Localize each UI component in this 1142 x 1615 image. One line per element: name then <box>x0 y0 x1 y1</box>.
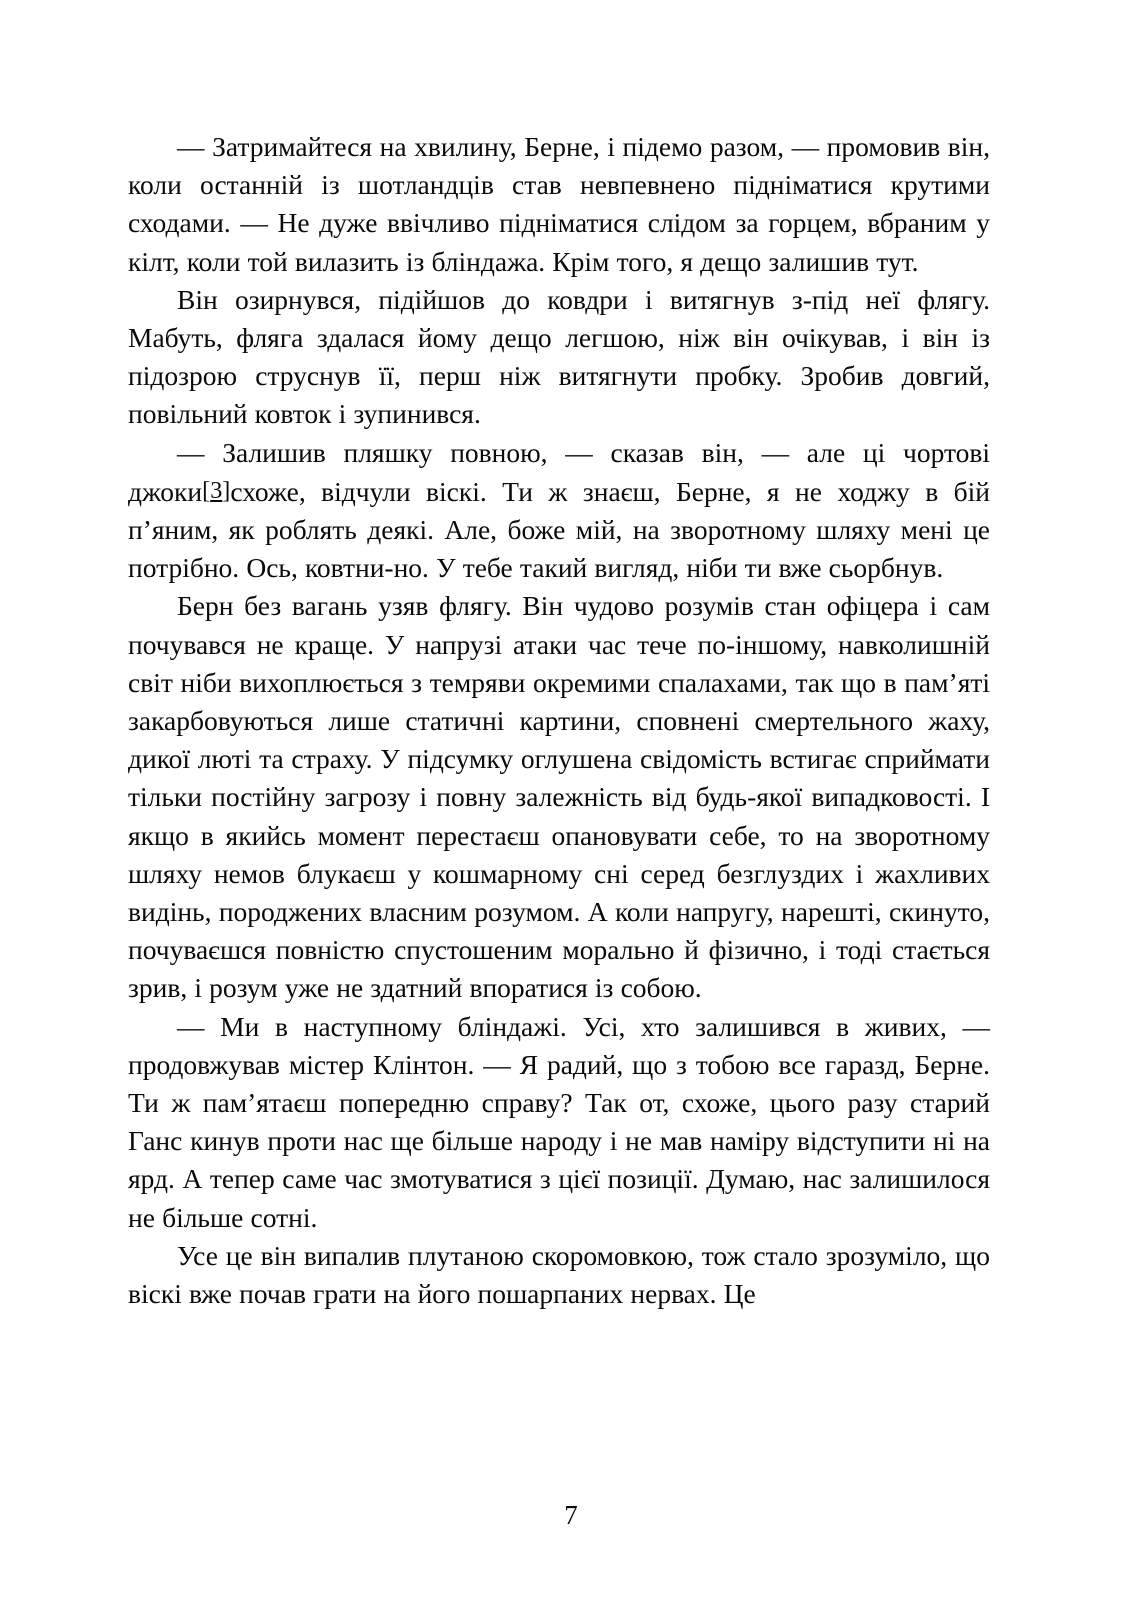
paragraph-2: Він озирнувся, підійшов до ковдри і витягнув з-під неї флягу. Мабуть, фляга здалася йому дещо легшою, ніж він очікував, і він із підозрою струснув її, перш ніж витягнути пробку. Зробив довгий, повільний ковток і зупинився. <box>128 283 990 430</box>
paragraph-3-text-before-footnote: — Залишив пляшку повною, — сказав він, — але ці чортові джоки <box>128 436 990 507</box>
footnote-bracket-open: [ <box>202 476 211 504</box>
paragraph-3 <box>128 434 990 588</box>
page-number: 7 <box>564 1500 578 1530</box>
paragraph-6: Усе це він випалив плутаною скоромовкою, тож стало зрозуміло, що віскі вже почав грати на його пошарпаних нервах. Це <box>128 1239 990 1309</box>
paragraph-1: — Затримайтеся на хвилину, Берне, і підемо разом, — промовив він, коли останній із шотландців став невпевнено підніматися крутими сходами. — Не дуже ввічливо підніматися слідом за горцем, вбраним у кілт, коли той вилазить із бліндажа. Крім того, я дещо залишив тут. <box>128 131 990 277</box>
footnote-number[interactable]: 3 <box>210 476 223 504</box>
footnote-bracket-close: ] <box>222 476 231 504</box>
paragraph-3-text-after-footnote: схоже, відчули віскі. Ти ж знаєш, Берне, я не ходжу в бій п’яним, як роблять деякі. Але, боже мій, на зворотному шляху мені це потрібно. Ось, ковтни-но. У тебе такий вигляд, ніби ти вже сьорбнув. <box>128 475 990 584</box>
body-text-column <box>128 128 990 1313</box>
footnote-reference-link[interactable] <box>202 477 230 504</box>
paragraph-4: Берн без вагань узяв флягу. Він чудово розумів стан офіцера і сам почувався не краще. У напрузі атаки час тече по-іншому, навколишній світ ніби вихоплюється з темряви окремими спалахами, так що в пам’яті закарбовуються лише статичні картини, сповнені смертельного жаху, дикої люті та страху. У підсумку оглушена свідомість встигає сприймати тільки постійну загрозу і повну залежність від будь-якої випадковості. І якщо в якийсь момент перестаєш опановувати себе, то на зворотному шляху немов блукаєш у кошмарному сні серед безглуздих і жахливих видінь, породжених власним розумом. А коли напругу, нарешті, скинуто, почуваєшся повністю спустошеним морально й фізично, і тоді стається зрив, і розум уже не здатний впоратися із собою. <box>128 590 990 1004</box>
paragraph-5: — Ми в наступному бліндажі. Усі, хто залишився в живих, — продовжував містер Клінтон. — Я радий, що з тобою все гаразд, Берне. Ти ж пам’ятаєш попередню справу? Так от, схоже, цього разу старий Ганс кинув проти нас ще більше народу і не мав наміру відступити ні на ярд. А тепер саме час змотуватися з цієї позиції. Думаю, нас залишилося не більше сотні. <box>128 1010 990 1233</box>
